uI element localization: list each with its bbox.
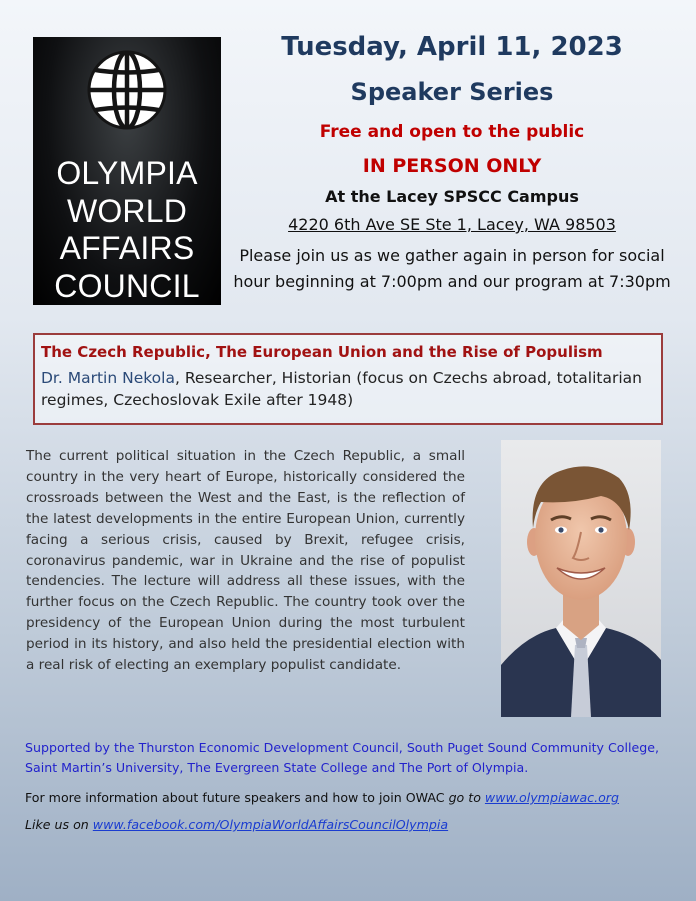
- like-text: Like us on: [25, 817, 93, 832]
- more-info-text: For more information about future speakers and how to join OWAC: [25, 790, 449, 805]
- logo-wordmark: [33, 155, 221, 305]
- invite-text: Please join us as we gather again in person for social hour beginning at 7:00pm and our program at 7:30pm: [233, 246, 671, 291]
- owac-website-link[interactable]: www.olympiawac.org: [484, 790, 619, 805]
- more-info: [25, 790, 685, 805]
- event-series: Speaker Series: [350, 78, 554, 106]
- topic-title: The Czech Republic, The European Union and the Rise of Populism: [41, 343, 603, 361]
- logo-line: AFFAIRS: [59, 230, 195, 266]
- logo-line: WORLD: [66, 192, 188, 229]
- speaker-photo: [501, 440, 661, 717]
- logo-line: OLYMPIA: [56, 155, 198, 191]
- facebook-line: [25, 817, 685, 832]
- topic-box: [33, 333, 663, 425]
- go-to-text: go to: [448, 790, 485, 805]
- event-date: Tuesday, April 11, 2023: [281, 32, 623, 62]
- owac-logo: [33, 37, 221, 305]
- speaker-info: [41, 367, 655, 411]
- logo-line: COUNCIL: [54, 267, 200, 304]
- event-address: 4220 6th Ave SE Ste 1, Lacey, WA 98503: [288, 215, 616, 234]
- globe-icon: [84, 47, 170, 133]
- sponsors-text: Supported by the Thurston Economic Development Council, South Puget Sound Community College, Saint Martin’s University, The Evergreen State College and The Port of Olympia.: [25, 740, 659, 775]
- speaker-name: Dr. Martin Nekola: [41, 369, 175, 387]
- facebook-link[interactable]: www.facebook.com/OlympiaWorldAffairsCouncilOlympia: [92, 817, 449, 832]
- campus-name: At the Lacey SPSCC Campus: [325, 187, 579, 206]
- free-notice: Free and open to the public: [319, 122, 585, 142]
- speaker-description: , Researcher, Historian (focus on Czechs abroad, totalitarian regimes, Czechoslovak Exile after 1948): [41, 369, 642, 409]
- in-person-notice: IN PERSON ONLY: [362, 155, 542, 177]
- lecture-description: The current political situation in the Czech Republic, a small country in the very heart of Europe, historically considered the crossroads between the West and the East, is the reflection of the latest developments in the entire European Union, currently facing a serious crisis, caused by Brexit, refugee crisis, coronavirus pandemic, war in Ukraine and the rise of populist tendencies. The lecture will address all these issues, with the further focus on the Czech Republic. The country took over the presidency of the European Union during the most turbulent period in its history, and also held the presidential election with a real risk of electing an exemplary populist candidate.: [26, 448, 465, 674]
